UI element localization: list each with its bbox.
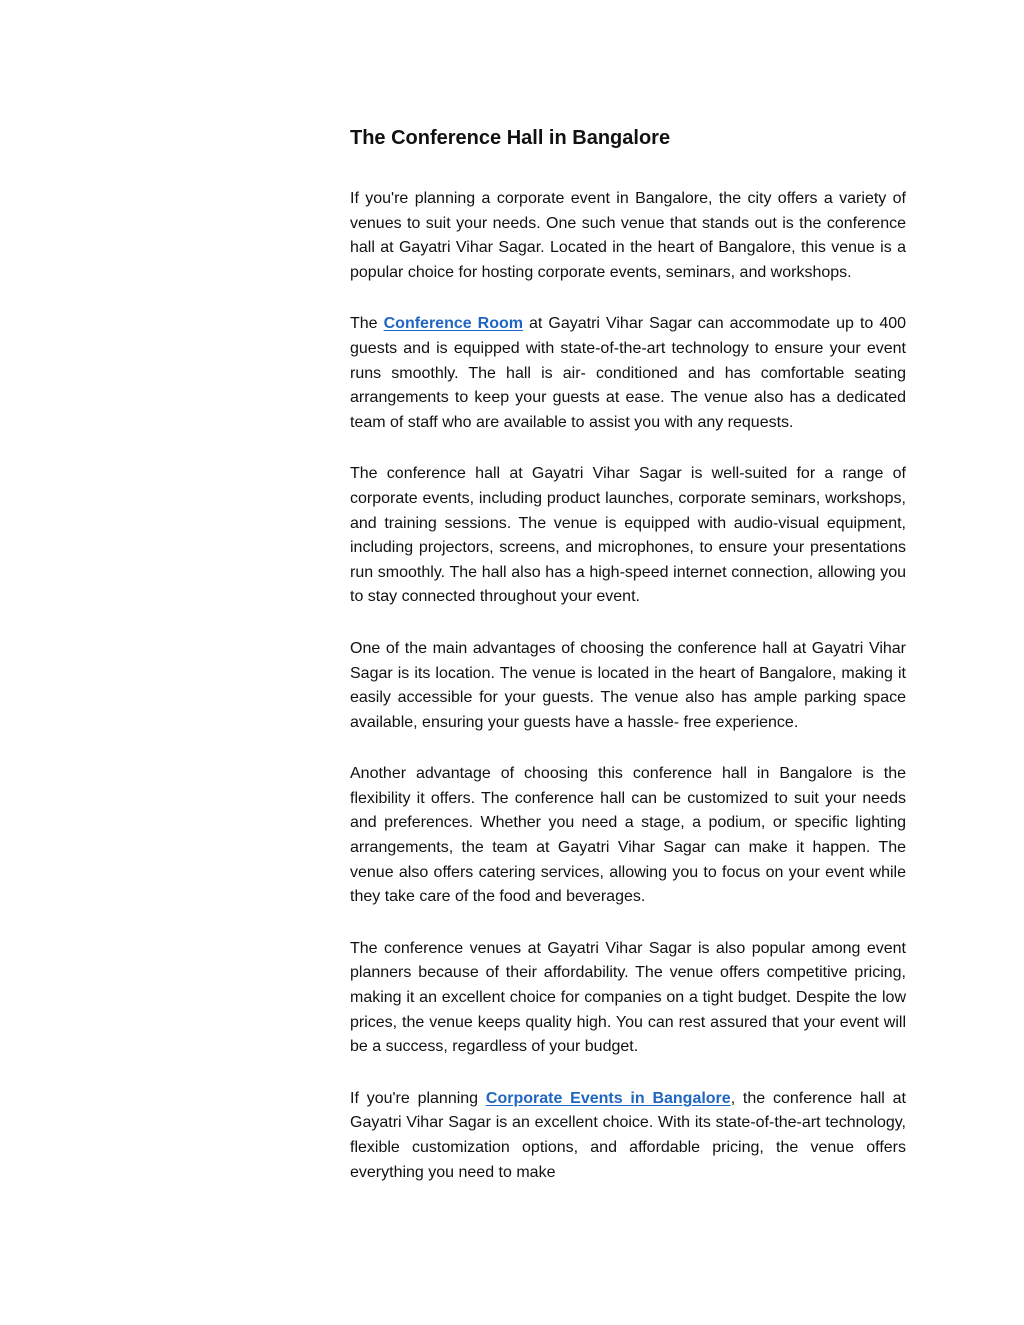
paragraph-events-suited: The conference hall at Gayatri Vihar Sagar is well-suited for a range of corporate events, including product launches, corporate seminars, workshops, and training sessions. The venue is equipped with audio-visual equipment, including projectors, screens, and microphones, to ensure your presentations run smoothly. The hall also has a high-speed internet connection, allowing you to stay connected throughout your event. <box>350 465 906 606</box>
paragraph-flexibility: Another advantage of choosing this conference hall in Bangalore is the flexibility it offers. The conference hall can be customized to suit your needs and preferences. Whether you need a stage, a podium, or specific lighting arrangements, the team at Gayatri Vihar Sagar can make it happen. The venue also offers catering services, allowing you to focus on your event while they take care of the food and beverages. <box>350 765 906 906</box>
paragraph-text-before-link: If you're planning <box>350 1089 486 1107</box>
article-body <box>350 124 906 1212</box>
paragraph-text-after-link: at Gayatri Vihar Sagar can accommodate up to 400 guests and is equipped with state-of-the-art technology to ensure your event runs smoothly. The hall is air- conditioned and has comfortable seating arrangements to keep your guests at ease. The venue also has a dedicated team of staff who are available to assist you with any requests. <box>350 315 907 431</box>
conference-room-link[interactable]: Conference Room <box>383 315 523 333</box>
paragraph-text-before-link: The <box>350 315 384 333</box>
paragraph-conference-room <box>350 312 906 435</box>
paragraph-corporate-events <box>350 1087 906 1185</box>
page-title: The Conference Hall in Bangalore <box>350 127 671 149</box>
paragraph-location: One of the main advantages of choosing the conference hall at Gayatri Vihar Sagar is its location. The venue is located in the heart of Bangalore, making it easily accessible for your guests. The venue also has ample parking space available, ensuring your guests have a hassle- free experience. <box>350 639 906 731</box>
corporate-events-link[interactable]: Corporate Events in Bangalore <box>485 1089 731 1107</box>
paragraph-affordability: The conference venues at Gayatri Vihar Sagar is also popular among event planners because of their affordability. The venue offers competitive pricing, making it an excellent choice for companies on a tight budget. Despite the low prices, the venue keeps quality high. You can rest assured that your event will be a success, regardless of your budget. <box>350 939 906 1056</box>
paragraph-text-after-link: , the conference hall at Gayatri Vihar Sagar is an excellent choice. With its state-of-the-art technology, flexible customization options, and affordable pricing, the venue offers everything you need to make <box>350 1089 907 1181</box>
paragraph-intro: If you're planning a corporate event in Bangalore, the city offers a variety of venues to suit your needs. One such venue that stands out is the conference hall at Gayatri Vihar Sagar. Located in the heart of Bangalore, this venue is a popular choice for hosting corporate events, seminars, and workshops. <box>350 190 906 281</box>
